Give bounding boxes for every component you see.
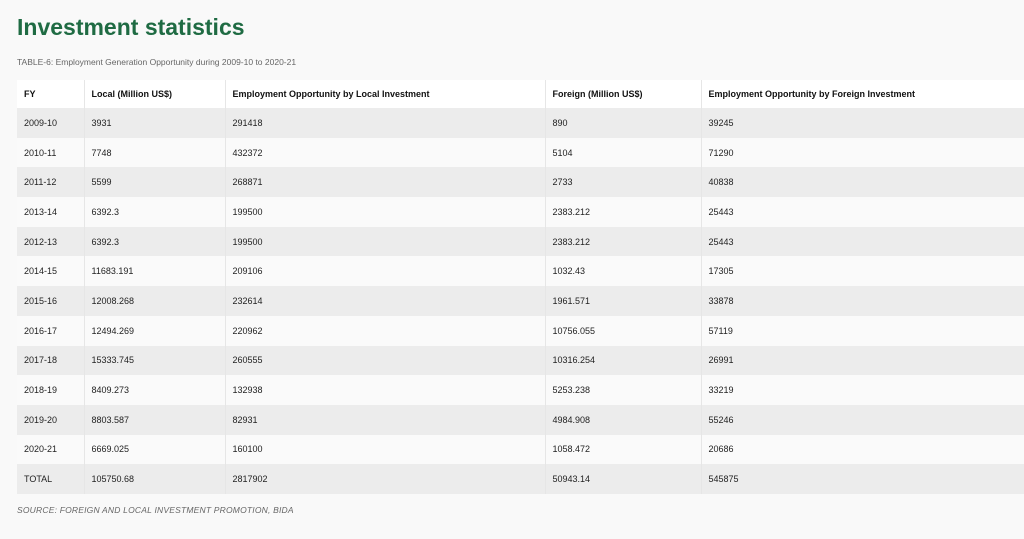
cell-employment-foreign: 40838 [701,167,1024,197]
table-row [17,375,1024,405]
table-row [17,316,1024,346]
cell-employment-local: 209106 [225,256,545,286]
cell-employment-local: 291418 [225,108,545,138]
table-total-row [17,464,1024,494]
column-header-fy: FY [17,80,84,108]
cell-employment-local: 232614 [225,286,545,316]
cell-foreign: 890 [545,108,701,138]
table-row [17,197,1024,227]
cell-employment-local: 82931 [225,405,545,435]
cell-fy: 2017-18 [17,346,84,376]
cell-employment-foreign: 25443 [701,227,1024,257]
cell-fy: TOTAL [17,464,84,494]
cell-employment-foreign: 20686 [701,435,1024,465]
cell-employment-foreign: 57119 [701,316,1024,346]
cell-employment-foreign: 545875 [701,464,1024,494]
cell-fy: 2019-20 [17,405,84,435]
cell-fy: 2010-11 [17,138,84,168]
cell-fy: 2011-12 [17,167,84,197]
cell-employment-local: 199500 [225,227,545,257]
investment-table [17,80,1024,494]
cell-foreign: 50943.14 [545,464,701,494]
cell-fy: 2014-15 [17,256,84,286]
cell-employment-local: 432372 [225,138,545,168]
cell-fy: 2012-13 [17,227,84,257]
cell-local: 3931 [84,108,225,138]
page-title: Investment statistics [17,14,245,40]
cell-local: 8409.273 [84,375,225,405]
cell-fy: 2016-17 [17,316,84,346]
cell-employment-foreign: 55246 [701,405,1024,435]
table-row [17,256,1024,286]
table-caption: TABLE-6: Employment Generation Opportunity during 2009-10 to 2020-21 [17,57,297,67]
cell-employment-foreign: 33219 [701,375,1024,405]
cell-foreign: 10756.055 [545,316,701,346]
cell-employment-local: 2817902 [225,464,545,494]
cell-local: 6669.025 [84,435,225,465]
cell-employment-local: 268871 [225,167,545,197]
table-row [17,405,1024,435]
cell-employment-foreign: 39245 [701,108,1024,138]
column-header-employment-foreign: Employment Opportunity by Foreign Investment [701,80,1024,108]
cell-local: 6392.3 [84,197,225,227]
cell-foreign: 10316.254 [545,346,701,376]
table-row [17,286,1024,316]
cell-employment-local: 132938 [225,375,545,405]
cell-local: 15333.745 [84,346,225,376]
cell-fy: 2020-21 [17,435,84,465]
cell-foreign: 2733 [545,167,701,197]
cell-foreign: 1058.472 [545,435,701,465]
table-row [17,435,1024,465]
cell-foreign: 5104 [545,138,701,168]
cell-employment-local: 220962 [225,316,545,346]
cell-local: 11683.191 [84,256,225,286]
cell-employment-foreign: 33878 [701,286,1024,316]
table-header-row [17,80,1024,108]
cell-local: 6392.3 [84,227,225,257]
cell-local: 5599 [84,167,225,197]
table-row [17,138,1024,168]
source-note: SOURCE: FOREIGN AND LOCAL INVESTMENT PROMOTION, BIDA [17,504,294,515]
cell-local: 12494.269 [84,316,225,346]
cell-local: 8803.587 [84,405,225,435]
cell-local: 7748 [84,138,225,168]
cell-foreign: 4984.908 [545,405,701,435]
cell-foreign: 1032.43 [545,256,701,286]
cell-employment-foreign: 71290 [701,138,1024,168]
cell-local: 12008.268 [84,286,225,316]
cell-local: 105750.68 [84,464,225,494]
cell-fy: 2009-10 [17,108,84,138]
cell-employment-foreign: 17305 [701,256,1024,286]
column-header-local: Local (Million US$) [84,80,225,108]
column-header-employment-local: Employment Opportunity by Local Investment [225,80,545,108]
table-row [17,346,1024,376]
cell-fy: 2018-19 [17,375,84,405]
cell-employment-foreign: 25443 [701,197,1024,227]
cell-foreign: 5253.238 [545,375,701,405]
table-body [17,108,1024,494]
column-header-foreign: Foreign (Million US$) [545,80,701,108]
table-row [17,167,1024,197]
table-row [17,227,1024,257]
cell-employment-local: 160100 [225,435,545,465]
cell-employment-foreign: 26991 [701,346,1024,376]
cell-fy: 2013-14 [17,197,84,227]
cell-foreign: 2383.212 [545,197,701,227]
table-row [17,108,1024,138]
cell-foreign: 2383.212 [545,227,701,257]
cell-employment-local: 199500 [225,197,545,227]
cell-employment-local: 260555 [225,346,545,376]
cell-fy: 2015-16 [17,286,84,316]
cell-foreign: 1961.571 [545,286,701,316]
